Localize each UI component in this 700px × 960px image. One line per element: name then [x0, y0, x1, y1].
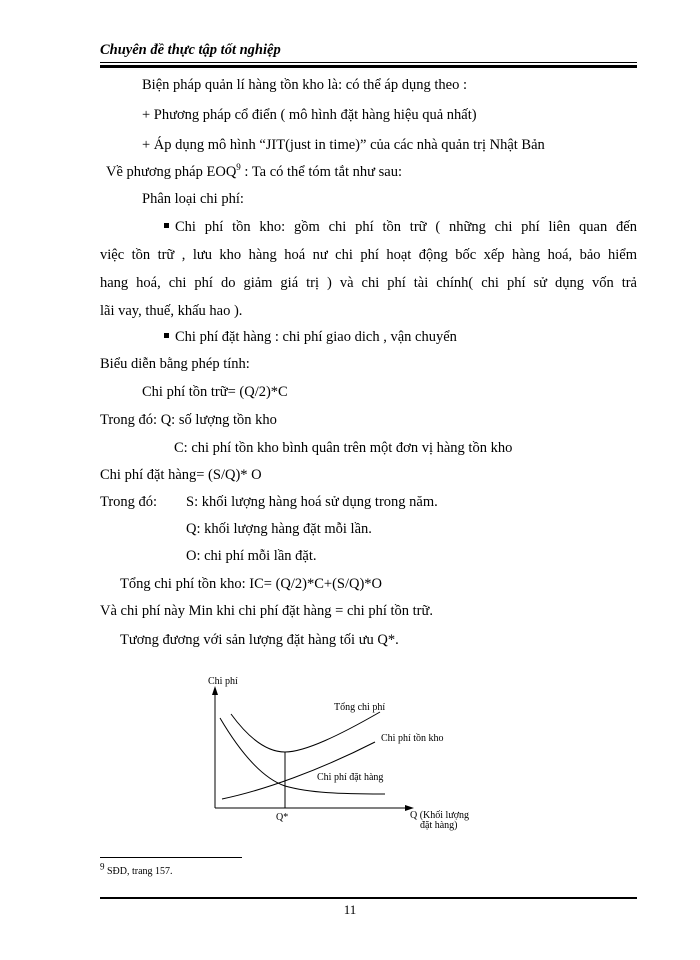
footnote — [100, 861, 173, 877]
body-line-16-label: Trong đó: — [100, 494, 158, 510]
body-line-1: Biện pháp quản lí hàng tồn kho là: có thể áp dụng theo : — [142, 77, 467, 93]
footnote-marker: 9 — [100, 861, 105, 872]
body-line-4-rest: : Ta có thể tóm tắt như sau: — [240, 164, 403, 180]
body-line-18: O: chi phí mỗi lần đặt. — [186, 548, 317, 564]
body-line-11: Biểu diễn bằng phép tính: — [100, 356, 250, 372]
footnote-ref: 9 — [236, 162, 241, 173]
formula-ordering: Chi phí đặt hàng= (S/Q)* O — [100, 467, 262, 483]
body-line-21: Tương đương với sản lượng đặt hàng tối ưu Q*. — [120, 632, 399, 648]
footnote-rule — [100, 857, 242, 858]
x-axis-label-2: đặt hàng) — [420, 820, 458, 831]
body-line-14: C: chi phí tồn kho bình quân trên một đơn vị hàng tồn kho — [174, 440, 513, 456]
footnote-text: SĐD, trang 157. — [104, 866, 173, 877]
body-line-2: + Phương pháp cổ điển ( mô hình đặt hàng hiệu quả nhất) — [142, 107, 477, 123]
body-line-7: việc tồn trữ , lưu kho hàng hoá nư chi phí hoạt động bốc xếp hàng hoá, bảo hiểm — [100, 247, 637, 263]
body-line-17: Q: khối lượng hàng đặt mỗi lần. — [186, 521, 372, 537]
body-line-5: Phân loại chi phí: — [142, 191, 244, 207]
q-star-label: Q* — [276, 812, 289, 823]
body-line-8: hang hoá, chi phí do giảm giá trị ) và chi phí tài chính( chi phí sử dụng vốn trả — [100, 275, 637, 291]
footer-rule — [100, 897, 637, 899]
page-header-title: Chuyên đề thực tập tốt nghiệp — [100, 42, 281, 58]
x-axis-label-1: Q (Khối lượng — [410, 810, 470, 821]
body-line-9: lãi vay, thuế, khấu hao ). — [100, 303, 243, 319]
total-cost-label: Tổng chi phí — [334, 702, 386, 713]
y-axis-label: Chi phí — [208, 676, 238, 687]
holding-cost-label: Chi phí tồn kho — [381, 733, 444, 744]
formula-total: Tổng chi phí tồn kho: IC= (Q/2)*C+(S/Q)*O — [120, 576, 383, 592]
body-line-6: Chi phí tồn kho: gồm chi phí tồn trữ ( những chi phí liên quan đến — [175, 219, 637, 235]
body-line-10: Chi phí đặt hàng : chi phí giao dich , vận chuyển — [175, 329, 457, 345]
page-number: 11 — [343, 902, 357, 917]
ordering-cost-label: Chi phí đặt hàng — [317, 772, 384, 783]
total-cost-curve — [231, 712, 380, 752]
body-line-20: Và chi phí này Min khi chi phí đặt hàng = chi phí tồn trữ. — [100, 603, 433, 619]
body-line-3: + Áp dụng mô hình “JIT(just in time)” của các nhà quản trị Nhật Bản — [142, 137, 545, 153]
y-axis-arrow-icon — [212, 686, 218, 695]
body-line-16: S: khối lượng hàng hoá sử dụng trong năm. — [186, 494, 438, 510]
holding-cost-curve — [222, 742, 375, 799]
body-line-13: Trong đó: Q: số lượng tồn kho — [100, 412, 277, 428]
body-line-4-text: Về phương pháp EOQ — [106, 164, 237, 180]
formula-holding: Chi phí tồn trữ= (Q/2)*C — [142, 384, 288, 400]
